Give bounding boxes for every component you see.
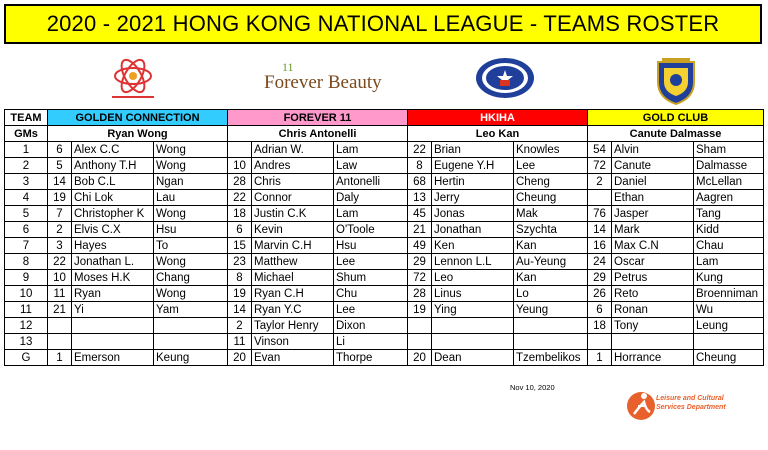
- player-last-name: Dixon: [334, 318, 408, 334]
- player-last-name: Keung: [154, 350, 228, 366]
- roster-row: [5, 286, 764, 302]
- player-jersey-number: [48, 318, 72, 334]
- player-last-name: [694, 334, 764, 350]
- lcsd-name: [656, 394, 726, 412]
- player-first-name: Jonas: [432, 206, 514, 222]
- player-first-name: Ethan: [612, 190, 694, 206]
- gm-header-row: [5, 126, 764, 142]
- lcsd-line-2: Services Department: [656, 404, 726, 411]
- player-jersey-number: 14: [588, 222, 612, 238]
- player-last-name: Ngan: [154, 174, 228, 190]
- roster-table: [4, 109, 764, 366]
- player-first-name: Ryan C.H: [252, 286, 334, 302]
- player-jersey-number: 1: [48, 350, 72, 366]
- player-first-name: Evan: [252, 350, 334, 366]
- player-first-name: Reto: [612, 286, 694, 302]
- player-jersey-number: 2: [48, 222, 72, 238]
- player-jersey-number: 26: [588, 286, 612, 302]
- player-last-name: Wong: [154, 158, 228, 174]
- player-first-name: Linus: [432, 286, 514, 302]
- player-jersey-number: 6: [228, 222, 252, 238]
- player-jersey-number: 21: [408, 222, 432, 238]
- player-jersey-number: 19: [408, 302, 432, 318]
- team-hkiha: HKIHA: [408, 110, 588, 126]
- player-jersey-number: 20: [228, 350, 252, 366]
- player-first-name: Brian: [432, 142, 514, 158]
- row-index: 7: [5, 238, 48, 254]
- lcsd-logo: [626, 384, 656, 433]
- forever-11-mark: 11: [282, 60, 294, 74]
- player-last-name: Broenniman: [694, 286, 764, 302]
- row-index: 8: [5, 254, 48, 270]
- player-jersey-number: 6: [48, 142, 72, 158]
- player-last-name: To: [154, 238, 228, 254]
- player-first-name: Chi Lok: [72, 190, 154, 206]
- player-first-name: Ryan: [72, 286, 154, 302]
- roster-row: [5, 222, 764, 238]
- row-index: 12: [5, 318, 48, 334]
- player-jersey-number: 8: [228, 270, 252, 286]
- roster-row: [5, 158, 764, 174]
- player-first-name: Alvin: [612, 142, 694, 158]
- player-jersey-number: 21: [48, 302, 72, 318]
- player-jersey-number: 76: [588, 206, 612, 222]
- player-jersey-number: 15: [228, 238, 252, 254]
- player-first-name: Matthew: [252, 254, 334, 270]
- player-last-name: Tzembelikos: [514, 350, 588, 366]
- team-header-row: [5, 110, 764, 126]
- player-first-name: Hertin: [432, 174, 514, 190]
- player-last-name: Lau: [154, 190, 228, 206]
- player-first-name: Daniel: [612, 174, 694, 190]
- player-last-name: Hsu: [154, 222, 228, 238]
- player-first-name: Emerson: [72, 350, 154, 366]
- player-jersey-number: [228, 142, 252, 158]
- row-index: 1: [5, 142, 48, 158]
- player-first-name: Ying: [432, 302, 514, 318]
- player-jersey-number: 5: [48, 158, 72, 174]
- player-jersey-number: 19: [228, 286, 252, 302]
- row-index: G: [5, 350, 48, 366]
- team-forever-11: FOREVER 11: [228, 110, 408, 126]
- player-last-name: Lam: [334, 206, 408, 222]
- player-jersey-number: 10: [48, 270, 72, 286]
- player-last-name: Cheng: [514, 174, 588, 190]
- player-jersey-number: 28: [408, 286, 432, 302]
- player-first-name: Petrus: [612, 270, 694, 286]
- player-last-name: Hsu: [334, 238, 408, 254]
- player-first-name: [612, 334, 694, 350]
- page-title: 2020 - 2021 HONG KONG NATIONAL LEAGUE - TEAMS ROSTER: [4, 4, 762, 44]
- player-last-name: Thorpe: [334, 350, 408, 366]
- row-index: 11: [5, 302, 48, 318]
- player-jersey-number: 24: [588, 254, 612, 270]
- player-jersey-number: 29: [408, 254, 432, 270]
- player-first-name: [432, 334, 514, 350]
- player-last-name: Cheung: [694, 350, 764, 366]
- player-jersey-number: 14: [48, 174, 72, 190]
- player-first-name: Marvin C.H: [252, 238, 334, 254]
- player-first-name: Hayes: [72, 238, 154, 254]
- player-last-name: Chu: [334, 286, 408, 302]
- player-jersey-number: [408, 334, 432, 350]
- player-first-name: Alex C.C: [72, 142, 154, 158]
- player-first-name: [72, 334, 154, 350]
- player-first-name: [432, 318, 514, 334]
- row-index: 9: [5, 270, 48, 286]
- player-jersey-number: 19: [48, 190, 72, 206]
- player-jersey-number: 68: [408, 174, 432, 190]
- gm-label: GMs: [5, 126, 48, 142]
- player-last-name: Lee: [514, 158, 588, 174]
- player-first-name: Taylor Henry: [252, 318, 334, 334]
- player-last-name: Antonelli: [334, 174, 408, 190]
- player-first-name: Yi: [72, 302, 154, 318]
- player-first-name: Max C.N: [612, 238, 694, 254]
- player-jersey-number: 2: [228, 318, 252, 334]
- roster-row: [5, 318, 764, 334]
- player-jersey-number: 22: [228, 190, 252, 206]
- player-first-name: Bob C.L: [72, 174, 154, 190]
- player-last-name: Szychta: [514, 222, 588, 238]
- roster-row: [5, 190, 764, 206]
- player-first-name: Connor: [252, 190, 334, 206]
- player-last-name: Lo: [514, 286, 588, 302]
- player-last-name: O'Toole: [334, 222, 408, 238]
- player-first-name: Horrance: [612, 350, 694, 366]
- player-first-name: Mark: [612, 222, 694, 238]
- player-first-name: Kevin: [252, 222, 334, 238]
- player-jersey-number: 29: [588, 270, 612, 286]
- player-jersey-number: 8: [408, 158, 432, 174]
- player-jersey-number: [408, 318, 432, 334]
- player-first-name: Adrian W.: [252, 142, 334, 158]
- player-last-name: [154, 318, 228, 334]
- player-jersey-number: 72: [588, 158, 612, 174]
- player-jersey-number: 72: [408, 270, 432, 286]
- gm-hkiha: Leo Kan: [408, 126, 588, 142]
- golden-connection-logo: [110, 56, 156, 106]
- roster-date: Nov 10, 2020: [510, 383, 555, 392]
- player-jersey-number: 10: [228, 158, 252, 174]
- gm-golden-connection: Ryan Wong: [48, 126, 228, 142]
- team-golden-connection: GOLDEN CONNECTION: [48, 110, 228, 126]
- gold-club-logo: [654, 56, 698, 106]
- player-first-name: Michael: [252, 270, 334, 286]
- player-jersey-number: 45: [408, 206, 432, 222]
- player-last-name: Leung: [694, 318, 764, 334]
- player-jersey-number: 54: [588, 142, 612, 158]
- player-last-name: [514, 334, 588, 350]
- team-label: TEAM: [5, 110, 48, 126]
- player-first-name: Jonathan: [432, 222, 514, 238]
- player-first-name: Tony: [612, 318, 694, 334]
- roster-row: [5, 350, 764, 366]
- player-first-name: Christopher K: [72, 206, 154, 222]
- player-last-name: Shum: [334, 270, 408, 286]
- roster-row: [5, 174, 764, 190]
- player-last-name: Daly: [334, 190, 408, 206]
- player-jersey-number: 49: [408, 238, 432, 254]
- row-index: 5: [5, 206, 48, 222]
- player-last-name: Knowles: [514, 142, 588, 158]
- player-jersey-number: 2: [588, 174, 612, 190]
- player-first-name: Ronan: [612, 302, 694, 318]
- player-last-name: Lam: [694, 254, 764, 270]
- player-first-name: Ken: [432, 238, 514, 254]
- player-jersey-number: [588, 334, 612, 350]
- player-jersey-number: 13: [408, 190, 432, 206]
- player-first-name: Moses H.K: [72, 270, 154, 286]
- player-jersey-number: 16: [588, 238, 612, 254]
- player-last-name: Lee: [334, 302, 408, 318]
- roster-row: [5, 270, 764, 286]
- player-last-name: McLellan: [694, 174, 764, 190]
- player-first-name: Justin C.K: [252, 206, 334, 222]
- roster-row: [5, 142, 764, 158]
- roster-row: [5, 254, 764, 270]
- roster-row: [5, 334, 764, 350]
- roster-row: [5, 206, 764, 222]
- player-last-name: Wu: [694, 302, 764, 318]
- player-last-name: Chau: [694, 238, 764, 254]
- player-last-name: Yam: [154, 302, 228, 318]
- player-last-name: Kan: [514, 270, 588, 286]
- row-index: 2: [5, 158, 48, 174]
- roster-row: [5, 238, 764, 254]
- player-first-name: Anthony T.H: [72, 158, 154, 174]
- player-jersey-number: 22: [48, 254, 72, 270]
- player-jersey-number: 28: [228, 174, 252, 190]
- player-jersey-number: 18: [228, 206, 252, 222]
- player-first-name: Dean: [432, 350, 514, 366]
- player-last-name: Chang: [154, 270, 228, 286]
- player-jersey-number: 11: [228, 334, 252, 350]
- gm-gold-club: Canute Dalmasse: [588, 126, 764, 142]
- player-jersey-number: [48, 334, 72, 350]
- player-last-name: Kidd: [694, 222, 764, 238]
- player-first-name: Jerry: [432, 190, 514, 206]
- player-first-name: Vinson: [252, 334, 334, 350]
- player-first-name: Elvis C.X: [72, 222, 154, 238]
- player-first-name: Eugene Y.H: [432, 158, 514, 174]
- player-last-name: Yeung: [514, 302, 588, 318]
- player-first-name: Canute: [612, 158, 694, 174]
- lcsd-line-1: Leisure and Cultural: [656, 395, 724, 402]
- player-last-name: Sham: [694, 142, 764, 158]
- player-first-name: Andres: [252, 158, 334, 174]
- player-last-name: Wong: [154, 286, 228, 302]
- player-last-name: Law: [334, 158, 408, 174]
- player-first-name: Lennon L.L: [432, 254, 514, 270]
- player-last-name: Aagren: [694, 190, 764, 206]
- row-index: 3: [5, 174, 48, 190]
- player-last-name: Wong: [154, 142, 228, 158]
- player-first-name: Ryan Y.C: [252, 302, 334, 318]
- gm-forever-11: Chris Antonelli: [228, 126, 408, 142]
- player-jersey-number: 1: [588, 350, 612, 366]
- player-jersey-number: 18: [588, 318, 612, 334]
- player-last-name: Lam: [334, 142, 408, 158]
- hkiha-logo: [474, 56, 536, 106]
- player-first-name: Chris: [252, 174, 334, 190]
- player-last-name: [154, 334, 228, 350]
- player-jersey-number: 14: [228, 302, 252, 318]
- player-last-name: Mak: [514, 206, 588, 222]
- row-index: 4: [5, 190, 48, 206]
- forever-beauty-wordmark: Forever Beauty: [264, 72, 382, 93]
- player-first-name: Leo: [432, 270, 514, 286]
- player-last-name: Kan: [514, 238, 588, 254]
- player-last-name: [514, 318, 588, 334]
- player-last-name: Tang: [694, 206, 764, 222]
- team-gold-club: GOLD CLUB: [588, 110, 764, 126]
- player-last-name: Wong: [154, 254, 228, 270]
- player-first-name: Oscar: [612, 254, 694, 270]
- player-jersey-number: 20: [408, 350, 432, 366]
- player-first-name: [72, 318, 154, 334]
- player-jersey-number: 7: [48, 206, 72, 222]
- roster-row: [5, 302, 764, 318]
- player-last-name: Cheung: [514, 190, 588, 206]
- roster-body: [5, 142, 764, 366]
- row-index: 10: [5, 286, 48, 302]
- player-last-name: Au-Yeung: [514, 254, 588, 270]
- player-first-name: Jonathan L.: [72, 254, 154, 270]
- player-last-name: Li: [334, 334, 408, 350]
- player-last-name: Wong: [154, 206, 228, 222]
- player-jersey-number: 22: [408, 142, 432, 158]
- row-index: 13: [5, 334, 48, 350]
- row-index: 6: [5, 222, 48, 238]
- player-jersey-number: 3: [48, 238, 72, 254]
- player-jersey-number: 6: [588, 302, 612, 318]
- player-last-name: Kung: [694, 270, 764, 286]
- player-jersey-number: 11: [48, 286, 72, 302]
- player-jersey-number: 23: [228, 254, 252, 270]
- player-last-name: Dalmasse: [694, 158, 764, 174]
- player-jersey-number: [588, 190, 612, 206]
- player-last-name: Lee: [334, 254, 408, 270]
- player-first-name: Jasper: [612, 206, 694, 222]
